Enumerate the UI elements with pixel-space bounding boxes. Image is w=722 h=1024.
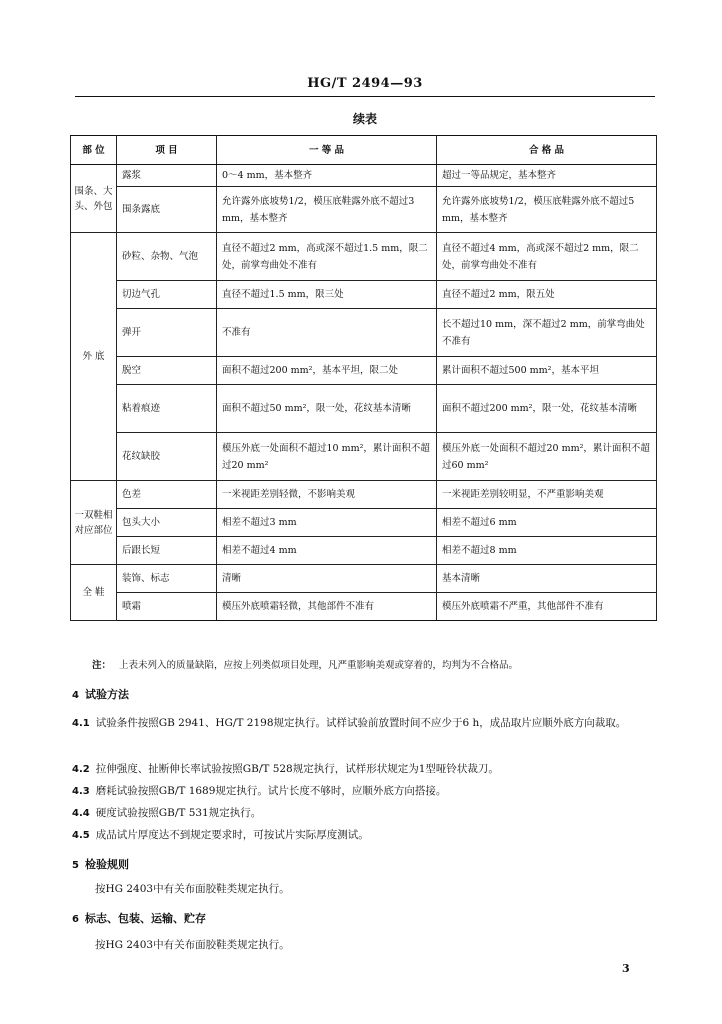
qualified-cell: 直径不超过4 mm，高或深不超过2 mm，限二处，前掌弯曲处不准有: [437, 233, 657, 281]
table-row: [71, 481, 657, 509]
first-class-cell: 模压外底喷霜轻微，其他部件不准有: [217, 593, 437, 621]
first-class-cell: 直径不超过2 mm，高或深不超过1.5 mm，限二处，前掌弯曲处不准有: [217, 233, 437, 281]
section-6-text: 按HG 2403中有关布面胶鞋类规定执行。: [95, 939, 290, 951]
first-class-cell: 不准有: [217, 309, 437, 357]
qualified-cell: 一米视距差别较明显，不严重影响美观: [437, 481, 657, 509]
col-header-first-class: 一 等 品: [217, 136, 437, 165]
item-cell: 色差: [117, 481, 217, 509]
clause-text: 试验条件按照GB 2941、HG/T 2198规定执行。试样试验前放置时间不应少于6 h，成品取片应顺外底方向裁取。: [95, 717, 627, 729]
table-row: [71, 281, 657, 309]
clause-4-1: [72, 712, 662, 735]
item-cell: 砂粒、杂物、气泡: [117, 233, 217, 281]
first-class-cell: 相差不超过3 mm: [217, 509, 437, 537]
clause-number: 4.2: [72, 764, 90, 775]
section-number: 4: [72, 690, 79, 701]
item-cell: 喷霜: [117, 593, 217, 621]
section-title: 检验规则: [84, 858, 129, 871]
clause-text: 成品试片厚度达不到规定要求时，可按试片实际厚度测试。: [95, 829, 369, 841]
table-row: [71, 385, 657, 433]
item-cell: 装饰、标志: [117, 565, 217, 593]
first-class-cell: 直径不超过1.5 mm，限三处: [217, 281, 437, 309]
clause-text: 拉伸强度、扯断伸长率试验按照GB/T 528规定执行，试样形状规定为1型哑铃状裁刀。: [95, 763, 499, 775]
qualified-cell: 直径不超过2 mm，限五处: [437, 281, 657, 309]
item-cell: 露浆: [117, 165, 217, 187]
qualified-cell: 模压外底一处面积不超过20 mm²，累计面积不超过60 mm²: [437, 433, 657, 481]
table-row: [71, 187, 657, 233]
qualified-cell: 相差不超过6 mm: [437, 509, 657, 537]
table-note: [92, 657, 662, 671]
item-cell: 弹开: [117, 309, 217, 357]
table-header-row: [71, 136, 657, 165]
item-cell: 切边气孔: [117, 281, 217, 309]
first-class-cell: 清晰: [217, 565, 437, 593]
first-class-cell: 面积不超过200 mm²，基本平坦，限二处: [217, 357, 437, 385]
table-row: [71, 593, 657, 621]
table-row: [71, 357, 657, 385]
qualified-cell: 面积不超过200 mm²，限一处，花纹基本清晰: [437, 385, 657, 433]
col-header-qualified: 合 格 品: [437, 136, 657, 165]
item-cell: 脱空: [117, 357, 217, 385]
part-cell: 围条、大头、外包: [71, 165, 117, 233]
table-row: [71, 537, 657, 565]
header-rule: [75, 96, 655, 97]
first-class-cell: 面积不超过50 mm²，限一处，花纹基本清晰: [217, 385, 437, 433]
section-number: 5: [72, 860, 79, 871]
clause-4-5: [72, 824, 662, 847]
clause-4-3: [72, 780, 662, 803]
qualified-cell: 长不超过10 mm，深不超过2 mm，前掌弯曲处不准有: [437, 309, 657, 357]
clause-number: 4.1: [72, 718, 90, 729]
first-class-cell: 允许露外底坡势1/2，模压底鞋露外底不超过3 mm，基本整齐: [217, 187, 437, 233]
section-heading-4: [72, 684, 662, 707]
col-header-item: 项 目: [117, 136, 217, 165]
part-cell: 全 鞋: [71, 565, 117, 621]
quality-spec-table: [70, 135, 657, 621]
clause-text: 硬度试验按照GB/T 531规定执行。: [95, 807, 262, 819]
note-text: 上表未列入的质量缺陷，应按上列类似项目处理，凡严重影响美观或穿着的，均判为不合格品。: [119, 660, 519, 671]
item-cell: 包头大小: [117, 509, 217, 537]
page-number: 3: [622, 962, 630, 975]
clause-number: 4.3: [72, 786, 90, 797]
item-cell: 粘着痕迹: [117, 385, 217, 433]
clause-text: 磨耗试验按照GB/T 1689规定执行。试片长度不够时，应顺外底方向搭接。: [95, 785, 447, 797]
clause-4-2: [72, 758, 662, 781]
clause-4-4: [72, 802, 662, 825]
table-row: [71, 433, 657, 481]
note-label: 注：: [92, 660, 112, 671]
clause-number: 4.4: [72, 808, 90, 819]
table-row: [71, 309, 657, 357]
qualified-cell: 累计面积不超过500 mm²，基本平坦: [437, 357, 657, 385]
table-row: [71, 165, 657, 187]
section-heading-6: [72, 908, 662, 931]
first-class-cell: 相差不超过4 mm: [217, 537, 437, 565]
clause-number: 4.5: [72, 830, 90, 841]
section-5-text: 按HG 2403中有关布面胶鞋类规定执行。: [95, 883, 290, 895]
col-header-part: 部 位: [71, 136, 117, 165]
qualified-cell: 基本清晰: [437, 565, 657, 593]
qualified-cell: 模压外底喷霜不严重，其他部件不准有: [437, 593, 657, 621]
table-row: [71, 233, 657, 281]
qualified-cell: 允许露外底坡势1/2，模压底鞋露外底不超过5 mm，基本整齐: [437, 187, 657, 233]
section-number: 6: [72, 914, 79, 925]
qualified-cell: 超过一等品规定，基本整齐: [437, 165, 657, 187]
item-cell: 后跟长短: [117, 537, 217, 565]
part-cell: 外 底: [71, 233, 117, 481]
item-cell: 围条露底: [117, 187, 217, 233]
section-title: 标志、包装、运输、贮存: [84, 912, 206, 925]
table-title: 续表: [352, 112, 377, 126]
item-cell: 花纹缺胶: [117, 433, 217, 481]
first-class-cell: 模压外底一处面积不超过10 mm²，累计面积不超过20 mm²: [217, 433, 437, 481]
standard-number-header: HG/T 2494—93: [307, 76, 423, 91]
first-class-cell: 一米视距差别轻微，不影响美观: [217, 481, 437, 509]
part-cell: 一双鞋相对应部位: [71, 481, 117, 565]
table-row: [71, 509, 657, 537]
table-row: [71, 565, 657, 593]
qualified-cell: 相差不超过8 mm: [437, 537, 657, 565]
section-title: 试验方法: [84, 688, 129, 701]
first-class-cell: 0～4 mm，基本整齐: [217, 165, 437, 187]
section-heading-5: [72, 854, 662, 877]
